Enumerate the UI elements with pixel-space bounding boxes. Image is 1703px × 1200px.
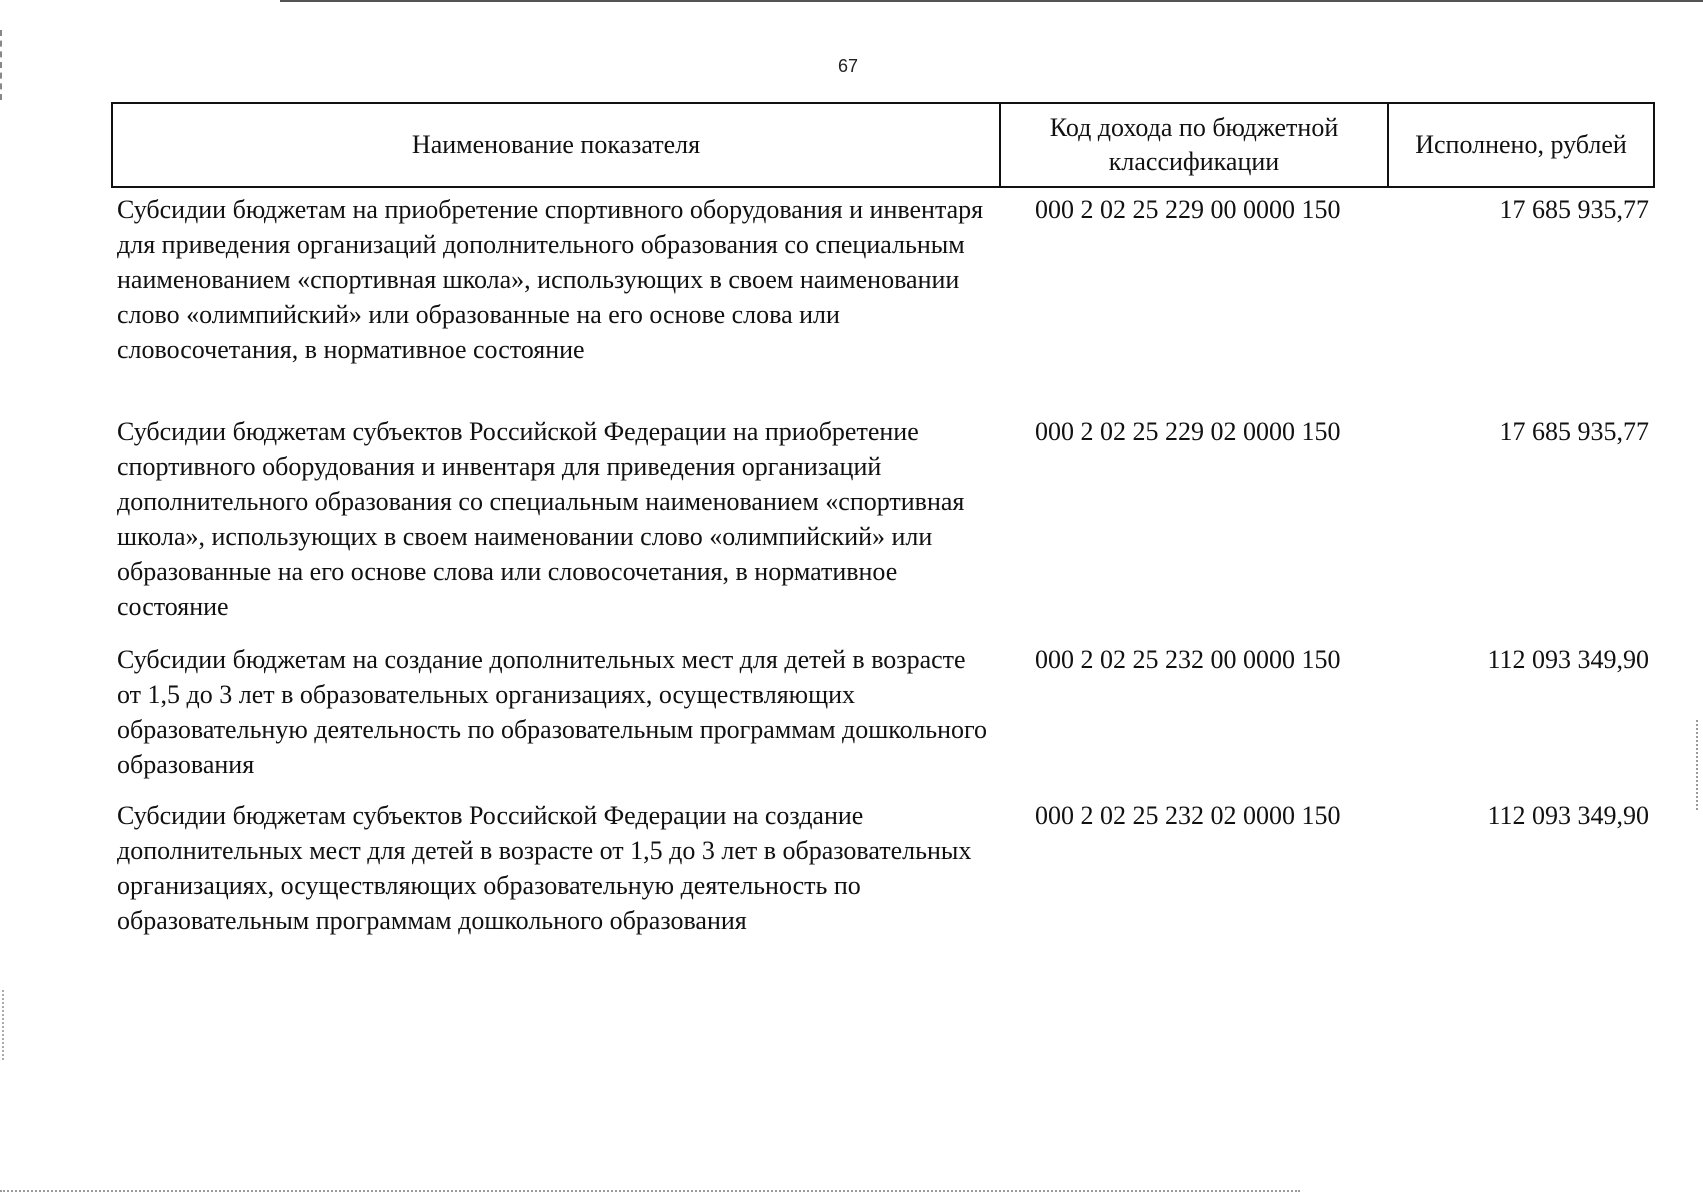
scan-left-edge-mark xyxy=(0,30,4,100)
row-amount: 112 093 349,90 xyxy=(1487,645,1649,674)
table-header xyxy=(111,102,1655,188)
table-row xyxy=(111,414,1655,642)
table-row xyxy=(111,798,1655,978)
scan-right-noise xyxy=(1696,720,1700,810)
scan-left-noise xyxy=(2,990,6,1060)
scan-top-rule xyxy=(280,0,1703,2)
revenue-table xyxy=(111,102,1655,978)
table-row xyxy=(111,188,1655,414)
row-code: 000 2 02 25 229 00 0000 150 xyxy=(1035,195,1341,224)
scan-bottom-noise xyxy=(0,1190,1300,1194)
row-amount: 112 093 349,90 xyxy=(1487,801,1649,830)
row-code: 000 2 02 25 232 00 0000 150 xyxy=(1035,645,1341,674)
row-amount: 17 685 935,77 xyxy=(1499,417,1649,446)
row-name: Субсидии бюджетам на создание дополнительных мест для детей в возрасте от 1,5 до 3 лет в образовательных организациях, осуществляющих образовательную деятельность по образовательным программам дошкольного образования xyxy=(117,645,988,779)
table-row xyxy=(111,642,1655,798)
row-code: 000 2 02 25 232 02 0000 150 xyxy=(1035,801,1341,830)
row-code: 000 2 02 25 229 02 0000 150 xyxy=(1035,417,1341,446)
row-name: Субсидии бюджетам субъектов Российской Федерации на приобретение спортивного оборудования и инвентаря для приведения организаций дополнительного образования со специальным наименованием «спортивная школа», использующих в своем наименовании слово «олимпийский» или образованные на его основе слова или словосочетания, в нормативное состояние xyxy=(117,417,965,621)
row-name: Субсидии бюджетам субъектов Российской Федерации на создание дополнительных мест для детей в возрасте от 1,5 до 3 лет в образовательных организациях, осуществляющих образовательную деятельность по образовательным программам дошкольного образования xyxy=(117,801,972,935)
page-number-text: 67 xyxy=(838,56,859,76)
header-code: Код дохода по бюджетной классификации xyxy=(1001,104,1389,186)
header-executed: Исполнено, рублей xyxy=(1415,130,1627,159)
row-amount: 17 685 935,77 xyxy=(1499,195,1649,224)
row-name: Субсидии бюджетам на приобретение спортивного оборудования и инвентаря для приведения организаций дополнительного образования со специальным наименованием «спортивная школа», использующих в своем наименовании слово «олимпийский» или образованные на его основе слова или словосочетания, в нормативное состояние xyxy=(117,195,984,364)
header-name: Наименование показателя xyxy=(113,104,1001,186)
